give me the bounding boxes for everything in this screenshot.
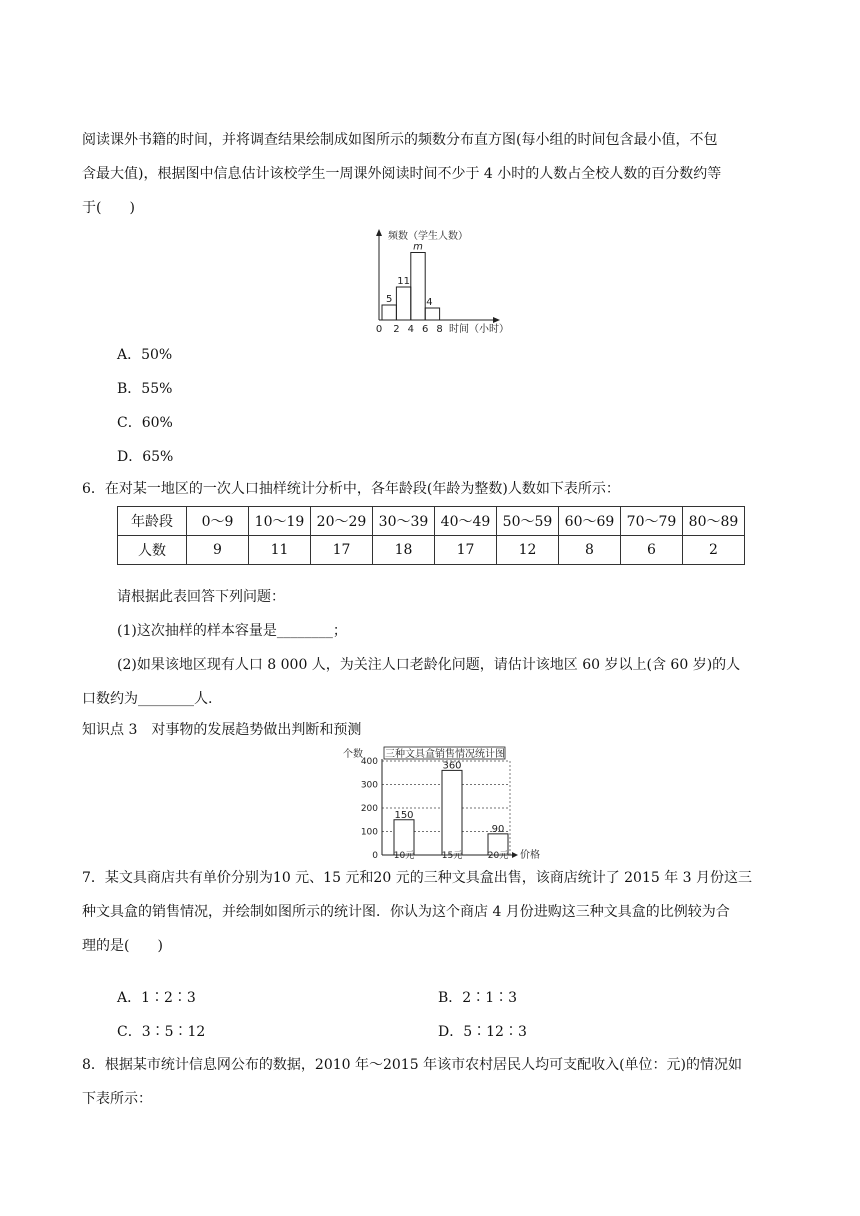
table-header-cell: 20～29: [311, 507, 373, 536]
q8-line-1: 8．根据某市统计信息网公布的数据，2010 年～2015 年该市农村居民人均可支配收入(单位：元)的情况如: [82, 1057, 742, 1073]
table-cell: 17: [311, 536, 373, 565]
table-cell: 人数: [118, 536, 187, 565]
histogram-bar: [382, 305, 396, 320]
q5-line-3: 于( ): [82, 200, 135, 216]
table-header-cell: 40～49: [435, 507, 497, 536]
q8-line-2: 下表所示：: [82, 1091, 152, 1107]
histogram-figure: [366, 226, 526, 336]
histogram-x-tick-label: 8: [436, 324, 443, 335]
histogram-bar-label: 4: [426, 297, 433, 308]
histogram-bar-label: m: [413, 241, 423, 253]
histogram-x-arrow: [493, 317, 500, 323]
histogram-bar: [411, 253, 425, 321]
sales-chart-title: 三种文具盒销售情况统计图: [385, 749, 505, 760]
table-header-cell: 年龄段: [118, 507, 187, 536]
q7-line-2: 种文具盒的销售情况，并绘制如图所示的统计图．你认为这个商店 4 月份进购这三种文具盒的比例较为合: [82, 904, 730, 920]
q7-option-c[interactable]: C．3∶5∶12: [117, 1024, 206, 1040]
q5-option-d[interactable]: D．65%: [117, 449, 174, 465]
sales-x-tick-label: 10元: [393, 851, 415, 859]
histogram-bar-label: 11: [397, 276, 410, 287]
sales-bar: [442, 770, 462, 855]
sales-bar-value-label: 90: [491, 823, 505, 835]
q7-line-3: 理的是( ): [82, 938, 163, 954]
sales-y-tick-label: 100: [360, 827, 378, 838]
sales-bar-value-label: 150: [394, 809, 414, 821]
q5-line-1: 阅读课外书籍的时间，并将调查结果绘制成如图所示的频数分布直方图(每小组的时间包含最小值，不包: [82, 132, 718, 148]
sales-bar: [394, 820, 414, 855]
histogram-bar: [396, 287, 410, 320]
table-row: [118, 507, 745, 536]
age-table: [117, 506, 745, 565]
table-header-cell: 80～89: [683, 507, 745, 536]
q7-option-b[interactable]: B．2∶1∶3: [438, 990, 518, 1006]
table-cell: 18: [373, 536, 435, 565]
q6-sub-question-2-line-1: (2)如果该地区现有人口 8 000 人，为关注人口老龄化问题，请估计该地区 60 岁以上(含 60 岁)的人: [117, 657, 741, 673]
sales-chart-x-label: 价格: [520, 850, 540, 859]
sales-y-tick-label: 200: [360, 804, 378, 814]
q5-option-c[interactable]: C．60%: [117, 415, 173, 431]
q6-instruction: 请根据此表回答下列问题：: [117, 589, 285, 605]
q5-line-2: 含最大值)，根据图中信息估计该校学生一周课外阅读时间不少于 4 小时的人数占全校人数的百分数约等: [82, 166, 722, 182]
histogram-bar: [425, 308, 439, 320]
table-header-cell: 50～59: [497, 507, 559, 536]
histogram-x-tick-label: 0: [375, 324, 383, 335]
sales-bar-value-label: 360: [442, 760, 462, 772]
table-cell: 2: [683, 536, 745, 565]
table-header-cell: 10～19: [249, 507, 311, 536]
q7-option-d[interactable]: D．5∶12∶3: [438, 1024, 527, 1040]
table-cell: 11: [249, 536, 311, 565]
q5-option-b[interactable]: B．55%: [117, 381, 173, 397]
table-header-cell: 70～79: [621, 507, 683, 536]
table-cell: 6: [621, 536, 683, 565]
histogram-x-label: 时间（小时）: [449, 324, 509, 335]
sales-chart-x-arrow: [512, 852, 518, 858]
table-cell: 12: [497, 536, 559, 565]
sales-x-tick-label: 20元: [487, 851, 509, 859]
table-header-cell: 30～39: [373, 507, 435, 536]
q5-option-a[interactable]: A．50%: [117, 347, 173, 363]
section-heading: 知识点 3 对事物的发展趋势做出判断和预测: [82, 722, 362, 738]
histogram-y-arrow: [376, 229, 382, 236]
histogram-x-tick-label: 2: [393, 324, 400, 335]
q7-option-a[interactable]: A．1∶2∶3: [117, 990, 196, 1006]
histogram-bar-label: 5: [386, 294, 393, 305]
sales-bar-chart: [340, 743, 550, 859]
table-cell: 9: [187, 536, 249, 565]
table-cell: 8: [559, 536, 621, 565]
histogram-x-tick-label: 6: [422, 324, 429, 335]
sales-y-tick-label: 0: [372, 851, 378, 859]
sales-chart-y-label: 个数: [343, 749, 363, 760]
table-header-cell: 60～69: [559, 507, 621, 536]
table-cell: 17: [435, 536, 497, 565]
sales-x-tick-label: 15元: [441, 851, 463, 859]
q6-sub-question-1: (1)这次抽样的样本容量是________；: [117, 623, 347, 639]
sales-y-tick-label: 400: [360, 757, 378, 767]
table-row: [118, 536, 745, 565]
table-header-cell: 0～9: [187, 507, 249, 536]
q6-sub-question-2-line-2: 口数约为________人.: [82, 691, 213, 707]
q6-stem: 6．在对某一地区的一次人口抽样统计分析中，各年龄段(年龄为整数)人数如下表所示：: [82, 481, 620, 497]
q7-line-1: 7．某文具商店共有单价分别为10 元、15 元和20 元的三种文具盒出售，该商店统计了 2015 年 3 月份这三: [82, 870, 753, 886]
sales-y-tick-label: 300: [360, 780, 378, 791]
histogram-x-tick-label: 4: [407, 324, 414, 335]
histogram-y-label: 频数（学生人数）: [388, 231, 468, 242]
